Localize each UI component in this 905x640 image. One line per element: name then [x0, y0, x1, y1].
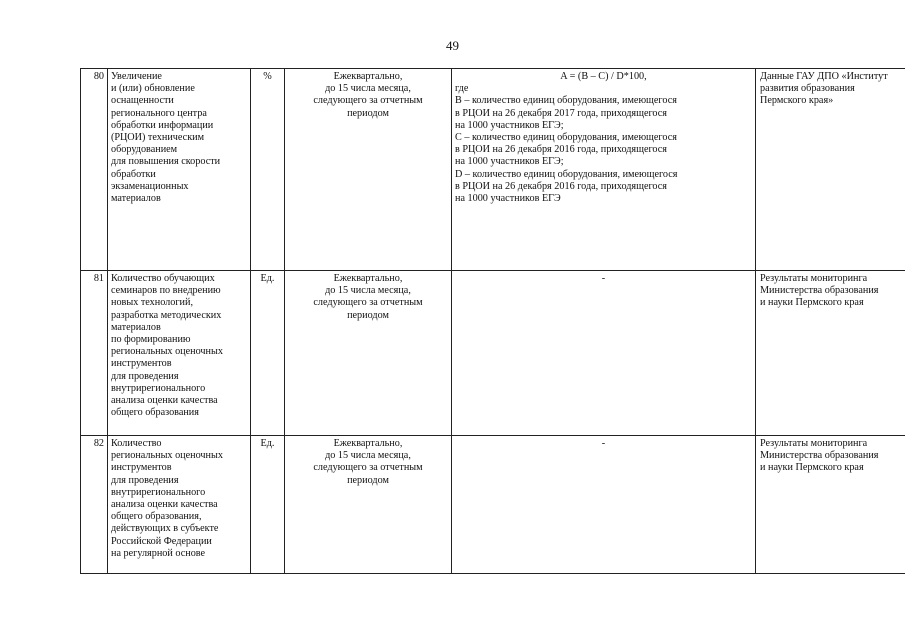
method-cell: - — [452, 436, 756, 574]
method-cell — [452, 69, 756, 271]
method-line: C – количество единиц оборудования, имеющегося — [455, 132, 677, 144]
method-line: D – количество единиц оборудования, имеющегося — [455, 168, 678, 180]
method-line: в РЦОИ на 26 декабря 2016 года, приходящегося — [455, 180, 667, 192]
row-number: 81 — [81, 271, 108, 436]
indicators-table — [80, 68, 905, 574]
table-row — [81, 271, 905, 436]
period-cell: Ежеквартально, до 15 числа месяца, следующего за отчетным периодом — [285, 436, 452, 574]
method-line: на 1000 участников ЕГЭ — [455, 193, 561, 205]
method-line: на 1000 участников ЕГЭ; — [455, 156, 564, 168]
source-cell: Данные ГАУ ДПО «Институт развития образования Пермского края» — [756, 69, 905, 271]
source-cell: Результаты мониторинга Министерства образования и науки Пермского края — [756, 271, 905, 436]
period-cell: Ежеквартально, до 15 числа месяца, следующего за отчетным периодом — [285, 69, 452, 271]
method-line: в РЦОИ на 26 декабря 2017 года, приходящегося — [455, 107, 667, 119]
method-line: в РЦОИ на 26 декабря 2016 года, приходящегося — [455, 144, 667, 156]
page-number: 49 — [446, 38, 459, 53]
unit-cell: Ед. — [251, 436, 285, 574]
unit-cell: Ед. — [251, 271, 285, 436]
method-line: B – количество единиц оборудования, имеющегося — [455, 95, 677, 107]
method-cell: - — [452, 271, 756, 436]
row-number: 80 — [81, 69, 108, 271]
indicator-name: Количество обучающих семинаров по внедрению новых технологий, разработка методических материалов по формированию региональных оценочных инструментов для проведения внутрирегионального анализа оценки качества общего образования — [108, 271, 251, 436]
unit-cell: % — [251, 69, 285, 271]
table-row — [81, 69, 905, 271]
formula: A = (B – C) / D*100, — [560, 71, 647, 82]
indicator-name: Количество региональных оценочных инструментов для проведения внутрирегионального анализа оценки качества общего образования, действующих в субъекте Российской Федерации на регулярной основе — [108, 436, 251, 574]
period-cell: Ежеквартально, до 15 числа месяца, следующего за отчетным периодом — [285, 271, 452, 436]
source-cell: Результаты мониторинга Министерства образования и науки Пермского края — [756, 436, 905, 574]
table-row — [81, 436, 905, 574]
indicator-name: Увеличение и (или) обновление оснащенности регионального центра обработки информации (РЦОИ) техническим оборудованием для повышения скорости обработки экзаменационных материалов — [108, 69, 251, 271]
method-line: где — [455, 83, 469, 95]
method-line: на 1000 участников ЕГЭ; — [455, 119, 564, 131]
row-number: 82 — [81, 436, 108, 574]
